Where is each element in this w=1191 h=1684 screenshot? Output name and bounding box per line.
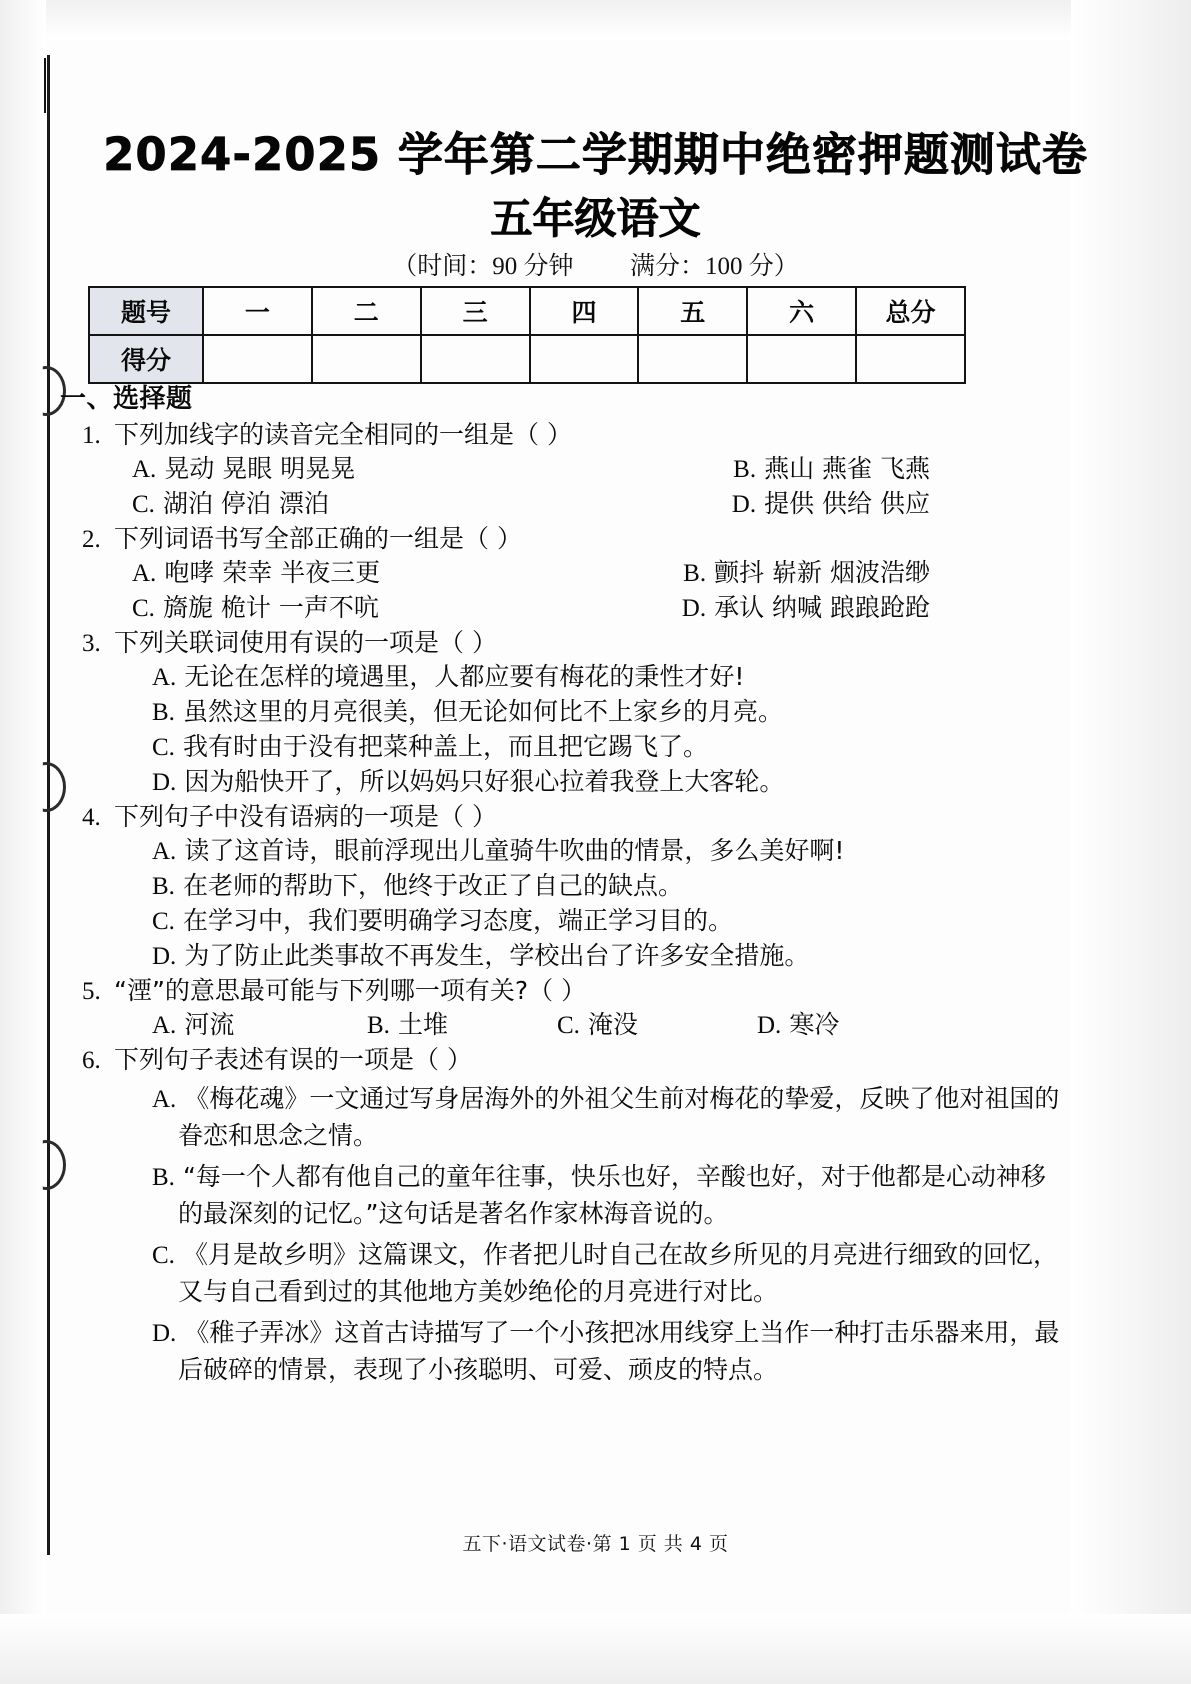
question-1-options-row-2 — [132, 491, 1060, 517]
question-2-number: 2. — [82, 526, 101, 553]
question-2-stem — [82, 526, 1060, 552]
question-4 — [60, 804, 1060, 969]
question-1-option-c[interactable]: C. 湖泊 停泊 漂泊 — [132, 489, 329, 518]
question-2-option-d[interactable]: D. 承认 纳喊 踉踉跄跄 — [681, 593, 930, 622]
question-1-option-a[interactable]: A. 晃动 晃眼 明晃晃 — [132, 454, 356, 483]
question-4-text: 下列句子中没有语病的一项是（ ） — [114, 802, 497, 831]
question-3 — [60, 630, 1060, 795]
question-3-option-c[interactable]: C. 我有时由于没有把菜种盖上，而且把它踢飞了。 — [152, 732, 708, 761]
question-1-option-b[interactable]: B. 燕山 燕雀 飞燕 — [733, 454, 930, 483]
question-2 — [60, 526, 1060, 621]
question-6 — [60, 1047, 1060, 1387]
question-5-option-d[interactable]: D. 寒冷 — [757, 1010, 840, 1039]
question-4-number: 4. — [82, 804, 101, 831]
exam-duration: （时间：90 分钟 — [392, 253, 574, 280]
question-3-stem — [82, 630, 1060, 656]
score-table-col-total: 总分 — [856, 287, 965, 335]
subject-title: 五年级语文 — [490, 194, 701, 243]
question-5 — [60, 978, 1060, 1038]
question-6-number: 6. — [82, 1047, 101, 1074]
question-4-option-a[interactable]: A. 读了这首诗，眼前浮现出儿童骑牛吹曲的情景，多么美好啊! — [152, 836, 845, 865]
score-cell-3[interactable] — [421, 335, 530, 383]
question-4-stem — [82, 804, 1060, 830]
question-6-option-a[interactable]: A. 《梅花魂》一文通过写身居海外的外祖父生前对梅花的挚爱，反映了他对祖国的眷恋和思念之情。 — [152, 1084, 1060, 1150]
question-5-options-row — [152, 1012, 1060, 1038]
question-5-option-b[interactable]: B. 土堆 — [367, 1010, 448, 1039]
question-3-number: 3. — [82, 630, 101, 657]
score-table-col-2: 二 — [312, 287, 421, 335]
question-5-option-a[interactable]: A. 河流 — [152, 1010, 235, 1039]
question-6-option-c[interactable]: C. 《月是故乡明》这篇课文，作者把儿时自己在故乡所见的月亮进行细致的回忆，又与自己看到过的其他地方美妙绝伦的月亮进行对比。 — [152, 1240, 1058, 1306]
question-5-number: 5. — [82, 978, 101, 1005]
score-table-col-1: 一 — [203, 287, 312, 335]
score-table-col-5: 五 — [638, 287, 747, 335]
question-1-number: 1. — [82, 422, 101, 449]
question-6-stem — [82, 1047, 1060, 1073]
score-cell-4[interactable] — [530, 335, 639, 383]
question-2-options-row-2 — [132, 595, 1060, 621]
score-cell-6[interactable] — [747, 335, 856, 383]
question-1-text: 下列加线字的读音完全相同的一组是（ ） — [114, 420, 572, 449]
score-table-col-6: 六 — [747, 287, 856, 335]
question-2-option-c[interactable]: C. 旖旎 桅计 一声不吭 — [132, 593, 379, 622]
exam-body — [60, 380, 1060, 1393]
exam-meta — [0, 246, 1191, 282]
question-3-option-d[interactable]: D. 因为船快开了，所以妈妈只好狠心拉着我登上大客轮。 — [152, 767, 785, 796]
score-table-row-label: 得分 — [89, 335, 203, 383]
score-cell-5[interactable] — [638, 335, 747, 383]
question-5-option-c[interactable]: C. 淹没 — [557, 1010, 638, 1039]
question-3-text: 下列关联词使用有误的一项是（ ） — [114, 628, 497, 657]
question-1-stem — [82, 422, 1060, 448]
question-4-option-b[interactable]: B. 在老师的帮助下，他终于改正了自己的缺点。 — [152, 871, 683, 900]
question-1 — [60, 422, 1060, 517]
question-1-option-d[interactable]: D. 提供 供给 供应 — [731, 489, 930, 518]
question-6-option-d[interactable]: D. 《稚子弄冰》这首古诗描写了一个小孩把冰用线穿上当作一种打击乐器来用，最后破碎的情景，表现了小孩聪明、可爱、顽皮的特点。 — [152, 1318, 1060, 1384]
question-6-text: 下列句子表述有误的一项是（ ） — [114, 1045, 472, 1074]
question-2-text: 下列词语书写全部正确的一组是（ ） — [114, 524, 522, 553]
question-5-stem — [82, 978, 1060, 1004]
question-1-options-row-1 — [132, 456, 1060, 482]
question-2-option-b[interactable]: B. 颤抖 崭新 烟波浩缈 — [683, 558, 930, 587]
score-table — [88, 286, 966, 384]
page-title: 2024-2025 学年第二学期期中绝密押题测试卷 — [103, 128, 1088, 181]
score-cell-1[interactable] — [203, 335, 312, 383]
score-cell-total[interactable] — [856, 335, 965, 383]
score-table-value-row — [89, 335, 965, 383]
section-heading-choice: 一、选择题 — [60, 384, 193, 414]
score-table-col-4: 四 — [530, 287, 639, 335]
question-3-option-a[interactable]: A. 无论在怎样的境遇里，人都应要有梅花的秉性才好! — [152, 662, 745, 691]
question-4-option-d[interactable]: D. 为了防止此类事故不再发生，学校出台了许多安全措施。 — [152, 941, 810, 970]
exam-full-score: 满分：100 分） — [630, 253, 799, 280]
question-4-option-c[interactable]: C. 在学习中，我们要明确学习态度，端正学习目的。 — [152, 906, 733, 935]
score-table-row-label: 题号 — [89, 287, 203, 335]
question-2-options-row-1 — [132, 560, 1060, 586]
question-2-option-a[interactable]: A. 咆哮 荣幸 半夜三更 — [132, 558, 381, 587]
page-footer: 五下·语文试卷·第 1 页 共 4 页 — [462, 1533, 729, 1555]
score-cell-2[interactable] — [312, 335, 421, 383]
question-3-option-b[interactable]: B. 虽然这里的月亮很美，但无论如何比不上家乡的月亮。 — [152, 697, 783, 726]
score-table-header-row — [89, 287, 965, 335]
question-5-text: “湮”的意思最可能与下列哪一项有关?（ ） — [114, 976, 587, 1005]
score-table-col-3: 三 — [421, 287, 530, 335]
question-6-option-b[interactable]: B. “每一个人都有他自己的童年往事，快乐也好，辛酸也好，对于他都是心动神移的最深刻的记忆。”这句话是著名作家林海音说的。 — [152, 1162, 1046, 1228]
